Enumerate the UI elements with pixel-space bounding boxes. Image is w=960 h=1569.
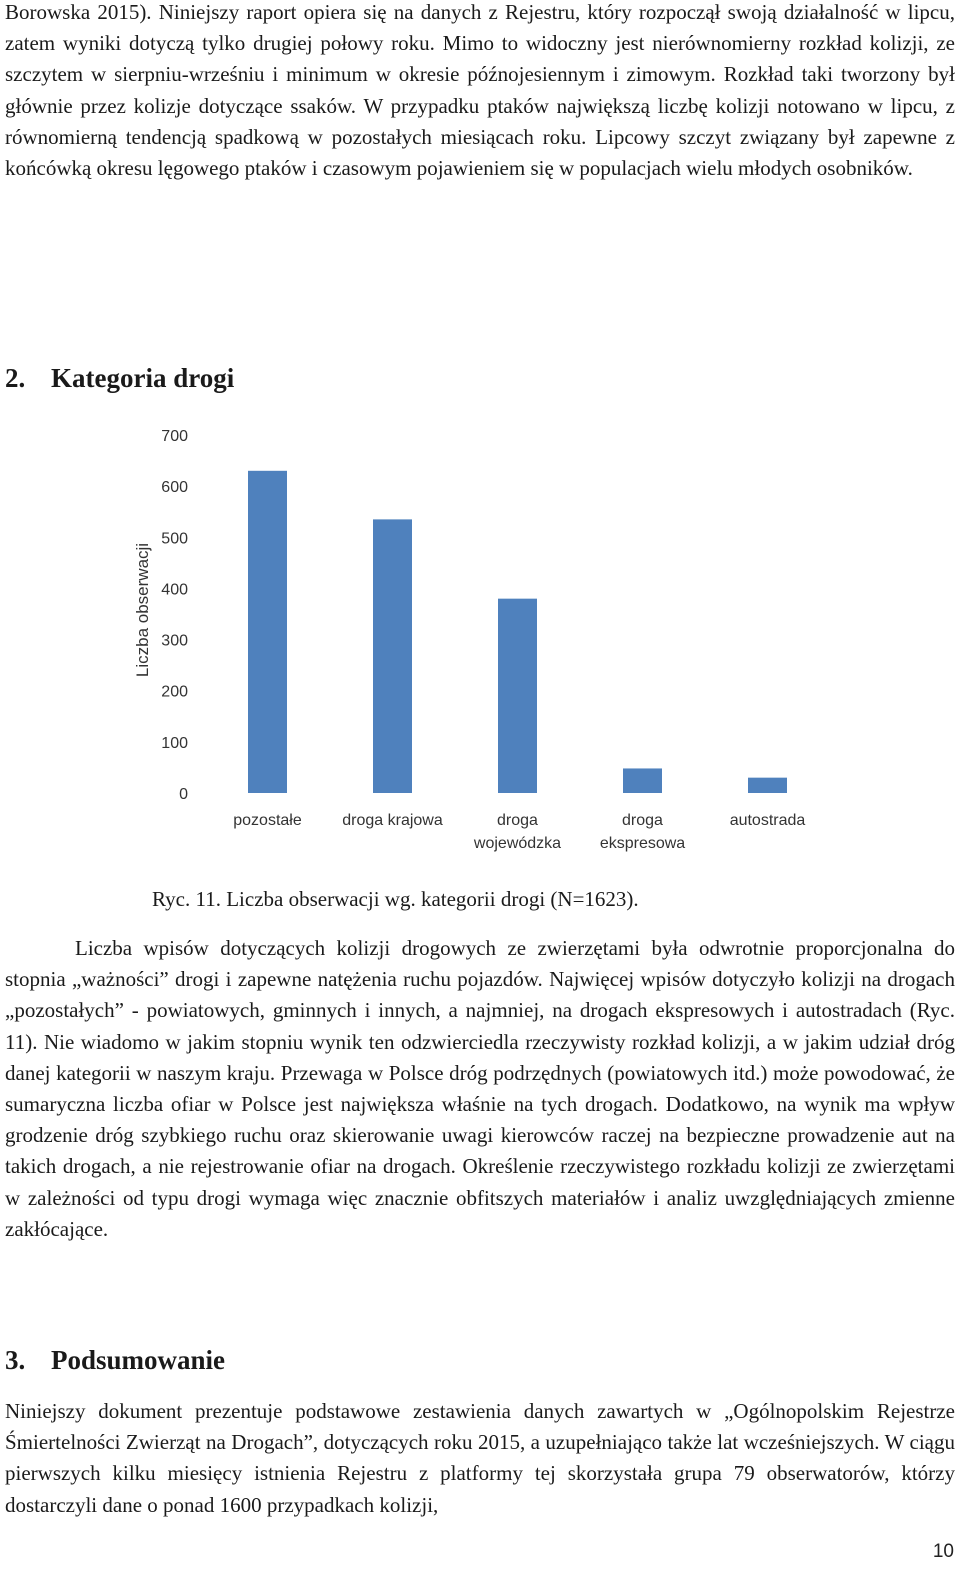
- intro-paragraph: Borowska 2015). Niniejszy raport opiera się na danych z Rejestru, który rozpoczął swoją działalność w lipcu, zatem wyniki dotyczą tylko drugiej połowy roku. Mimo to widoczny jest nierównomierny rozkład kolizji, ze szczytem w sierpniu-wrześniu i minimum w okresie późnojesiennym i zimowym. Rozkład taki tworzony był głównie przez kolizje dotyczące ssaków. W przypadku ptaków największą liczbę kolizji notowano w lipcu, z równomierną tendencją spadkową w pozostałych miesiącach roku. Lipcowy szczyt związany był zapewne z końcówką okresu lęgowego ptaków i czasowym pojawieniem się w populacjach wielu młodych osobników.: [5, 0, 955, 181]
- y-tick-label: 500: [161, 530, 188, 548]
- road-analysis-paragraph: [5, 933, 955, 1245]
- summary-paragraph: Niniejszy dokument prezentuje podstawowe zestawienia danych zawartych w „Ogólnopolskim Rejestrze Śmiertelności Zwierząt na Drogach”, dotyczących roku 2015, a uzupełniająco także lat wcześniejszych. W ciągu pierwszych kilku miesięcy istnienia Rejestru z platformy tej skorzystała grupa 79 obserwatorów, którzy dostarczyli dane o ponad 1600 przypadkach kolizji,: [5, 1399, 955, 1517]
- x-axis-labels: [233, 812, 805, 852]
- y-tick-label: 100: [161, 734, 188, 752]
- bar-4: [748, 778, 787, 793]
- x-category-label: ekspresowa: [599, 835, 686, 852]
- y-tick-label: 600: [161, 479, 188, 497]
- bar-2: [498, 599, 537, 793]
- x-category-label: droga: [622, 812, 663, 829]
- bar-0: [248, 471, 287, 793]
- y-tick-label: 200: [161, 683, 188, 701]
- x-category-label: droga krajowa: [342, 812, 443, 829]
- section-title: Podsumowanie: [51, 1345, 226, 1375]
- figure-caption: Ryc. 11. Liczba obserwacji wg. kategorii drogi (N=1623).: [152, 887, 639, 911]
- bars: [248, 471, 787, 793]
- section-heading-summary: [5, 1344, 225, 1376]
- y-tick-label: 700: [161, 428, 188, 445]
- x-category-label: droga: [497, 812, 538, 829]
- section-title: Kategoria drogi: [51, 363, 235, 393]
- x-category-label: autostrada: [729, 812, 806, 829]
- section-number: 3.: [5, 1345, 26, 1375]
- road-analysis-text: Liczba wpisów dotyczących kolizji drogowych ze zwierzętami była odwrotnie proporcjonalna do stopnia „ważności” drogi i zapewne natężenia ruchu pojazdów. Najwięcej wpisów dotyczyło kolizji na drogach „pozostałych” - powiatowych, gminnych i innych, a najmniej, na drogach ekspresowych i autostradach (Ryc. 11). Nie wiadomo w jakim stopniu wynik ten odzwierciedla rzeczywisty rozkład kolizji, a w jakim udział dróg danej kategorii w naszym kraju. Przewaga w Polsce dróg podrzędnych (powiatowych itd.) może powodować, że sumaryczna liczba ofiar w Polsce jest największa właśnie na tych drogach. Dodatkowo, na wynik ma wpływ grodzenie dróg szybkiego ruchu oraz skierowanie uwagi kierowców raczej na bezpieczne prowadzenie aut na takich drogach, a nie rejestrowanie ofiar na drogach. Określenie rzeczywistego rozkładu kolizji ze zwierzętami w zależności od typu drogi wymaga więc znacznie obfitszych materiałów i analiz uwzględniających zmienne zakłócające.: [5, 936, 955, 1241]
- x-category-label: wojewódzka: [473, 835, 562, 852]
- page-number: 10: [932, 1541, 954, 1562]
- x-category-label: pozostałe: [233, 812, 302, 829]
- bar-3: [623, 768, 662, 793]
- y-tick-label: 0: [179, 786, 188, 803]
- bar-1: [373, 519, 412, 793]
- y-axis-title: Liczba obserwacji: [133, 542, 152, 678]
- section-number: 2.: [5, 363, 26, 393]
- y-tick-label: 300: [161, 632, 188, 650]
- section-heading-road-category: [5, 362, 234, 394]
- bar-chart: [120, 415, 850, 875]
- y-axis: [161, 428, 188, 803]
- y-tick-label: 400: [161, 581, 188, 599]
